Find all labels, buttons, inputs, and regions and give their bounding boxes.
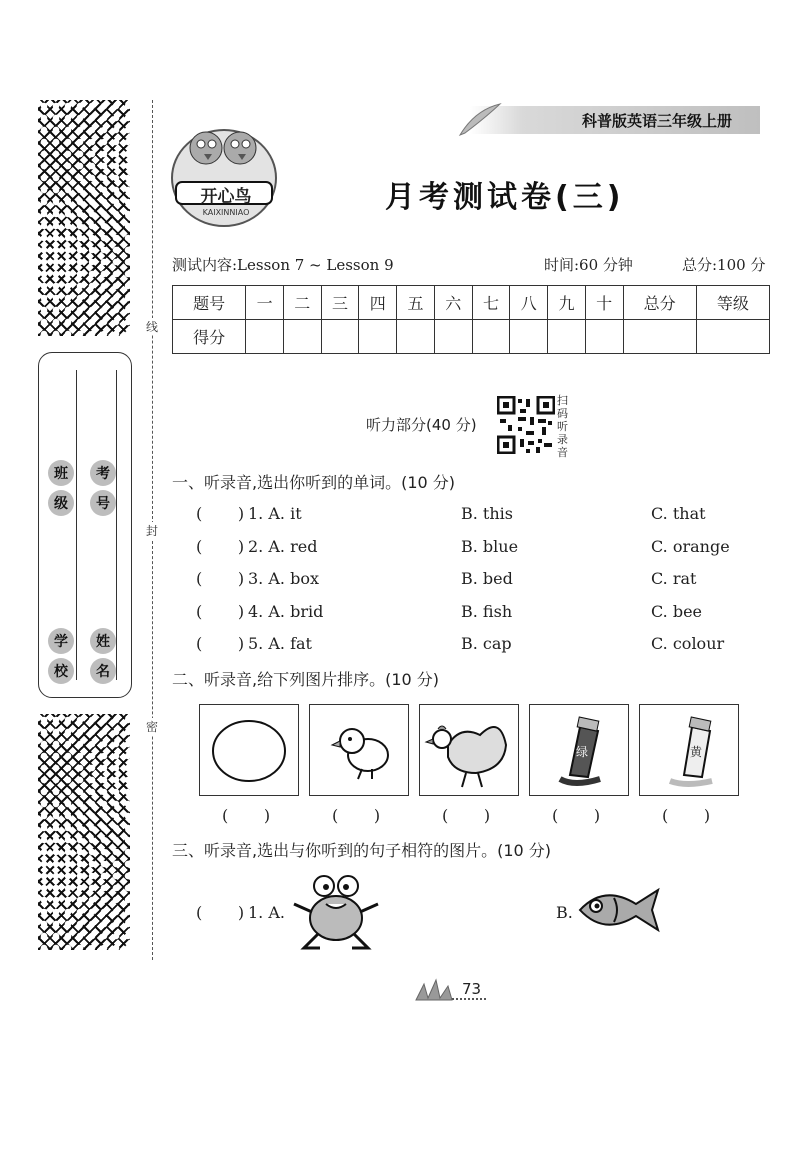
brand-logo (168, 108, 280, 232)
table-cell: 六 (434, 286, 472, 320)
option-b-label: B. (556, 903, 573, 922)
header-banner (470, 106, 760, 134)
answer-paren[interactable]: ( ) (196, 903, 245, 922)
banner-text: 科普版英语三年级上册 (581, 111, 732, 130)
score-table (172, 285, 770, 354)
section1-title: 一、听录音,选出你听到的单词。(10 分) (172, 473, 456, 492)
option-c: C. bee (651, 602, 703, 621)
option-a-label: 1. A. (248, 903, 285, 922)
score-cell[interactable] (397, 320, 435, 354)
score-cell[interactable] (434, 320, 472, 354)
field-examno-char1: 考 (90, 460, 116, 486)
score-cell[interactable] (548, 320, 586, 354)
table-cell: 九 (548, 286, 586, 320)
field-class-char2: 级 (48, 490, 74, 516)
field-class-char1: 班 (48, 460, 74, 486)
option-c: C. rat (651, 569, 697, 588)
picture-chick (309, 704, 409, 796)
name-line-1 (76, 370, 77, 680)
score-cell[interactable] (696, 320, 769, 354)
paint-tube-icon (640, 705, 738, 795)
binding-label-xian: 线 (146, 320, 159, 334)
answer-paren[interactable]: ( ) (552, 806, 601, 825)
answer-paren[interactable]: ( ) (196, 569, 245, 588)
answer-paren[interactable]: ( ) (662, 806, 711, 825)
answer-paren[interactable]: ( ) (196, 634, 245, 653)
picture-yellow-paint (639, 704, 739, 796)
paint-label-yellow: 黄 (690, 745, 703, 759)
option-b: B. cap (461, 634, 512, 653)
logo-brand-text: 开心鸟 (200, 187, 252, 207)
feather-icon (455, 100, 505, 140)
option-a: 2. A. red (248, 537, 318, 556)
fish-icon (574, 884, 664, 936)
qr-label: 扫码听录音 (557, 394, 568, 459)
table-cell: 一 (246, 286, 284, 320)
score-cell[interactable] (283, 320, 321, 354)
table-cell: 题号 (173, 286, 246, 320)
binding-label-feng: 封 (146, 524, 159, 538)
decorative-pattern-top (38, 100, 130, 336)
option-b: B. this (461, 504, 513, 523)
table-cell: 二 (283, 286, 321, 320)
option-a: 1. A. it (248, 504, 302, 523)
section3-title: 三、听录音,选出与你听到的句子相符的图片。(10 分) (172, 841, 552, 860)
listening-title: 听力部分(40 分) (366, 416, 477, 434)
field-name-char1: 姓 (90, 628, 116, 654)
option-a: 3. A. box (248, 569, 319, 588)
option-b: B. blue (461, 537, 519, 556)
frog-icon (288, 868, 384, 954)
egg-icon (200, 705, 298, 795)
table-cell: 七 (472, 286, 510, 320)
score-table-score-row (173, 320, 770, 354)
chick-icon (310, 705, 408, 795)
test-content: 测试内容:Lesson 7 ~ Lesson 9 (172, 256, 394, 274)
table-cell: 五 (397, 286, 435, 320)
section2-title: 二、听录音,给下列图片排序。(10 分) (172, 670, 440, 689)
answer-paren[interactable]: ( ) (196, 504, 245, 523)
score-cell[interactable] (585, 320, 623, 354)
answer-paren[interactable]: ( ) (332, 806, 381, 825)
test-time: 时间:60 分钟 (544, 256, 633, 274)
field-name-char2: 名 (90, 658, 116, 684)
name-line-2 (116, 370, 117, 680)
table-cell: 四 (359, 286, 397, 320)
score-cell[interactable] (246, 320, 284, 354)
table-cell: 等级 (696, 286, 769, 320)
answer-paren[interactable]: ( ) (222, 806, 271, 825)
logo-pinyin-text: KAIXINNIAO (202, 208, 250, 217)
option-a: 5. A. fat (248, 634, 312, 653)
option-c: C. that (651, 504, 706, 523)
field-examno-char2: 号 (90, 490, 116, 516)
table-cell: 三 (321, 286, 359, 320)
score-cell[interactable] (623, 320, 696, 354)
option-c: C. colour (651, 634, 725, 653)
paint-label-green: 绿 (576, 745, 589, 759)
field-school-char2: 校 (48, 658, 74, 684)
score-cell[interactable] (359, 320, 397, 354)
table-cell: 总分 (623, 286, 696, 320)
page-title: 月考测试卷(三) (385, 180, 625, 215)
test-total: 总分:100 分 (682, 256, 766, 274)
score-cell[interactable] (321, 320, 359, 354)
decorative-pattern-bottom (38, 714, 130, 950)
page-number-underline (452, 998, 486, 1000)
field-school-char1: 学 (48, 628, 74, 654)
picture-egg (199, 704, 299, 796)
answer-paren[interactable]: ( ) (196, 602, 245, 621)
score-table-header-row (173, 286, 770, 320)
picture-hen (419, 704, 519, 796)
answer-paren[interactable]: ( ) (196, 537, 245, 556)
qr-code-icon[interactable] (497, 396, 555, 454)
score-cell[interactable] (472, 320, 510, 354)
table-cell: 八 (510, 286, 548, 320)
option-b: B. bed (461, 569, 513, 588)
table-cell: 得分 (173, 320, 246, 354)
table-cell: 十 (585, 286, 623, 320)
score-cell[interactable] (510, 320, 548, 354)
binding-label-mi: 密 (146, 720, 159, 734)
option-c: C. orange (651, 537, 730, 556)
hen-icon (420, 705, 518, 795)
page-number: 73 (462, 980, 482, 998)
answer-paren[interactable]: ( ) (442, 806, 491, 825)
picture-green-paint (529, 704, 629, 796)
option-a: 4. A. brid (248, 602, 324, 621)
option-b: B. fish (461, 602, 513, 621)
